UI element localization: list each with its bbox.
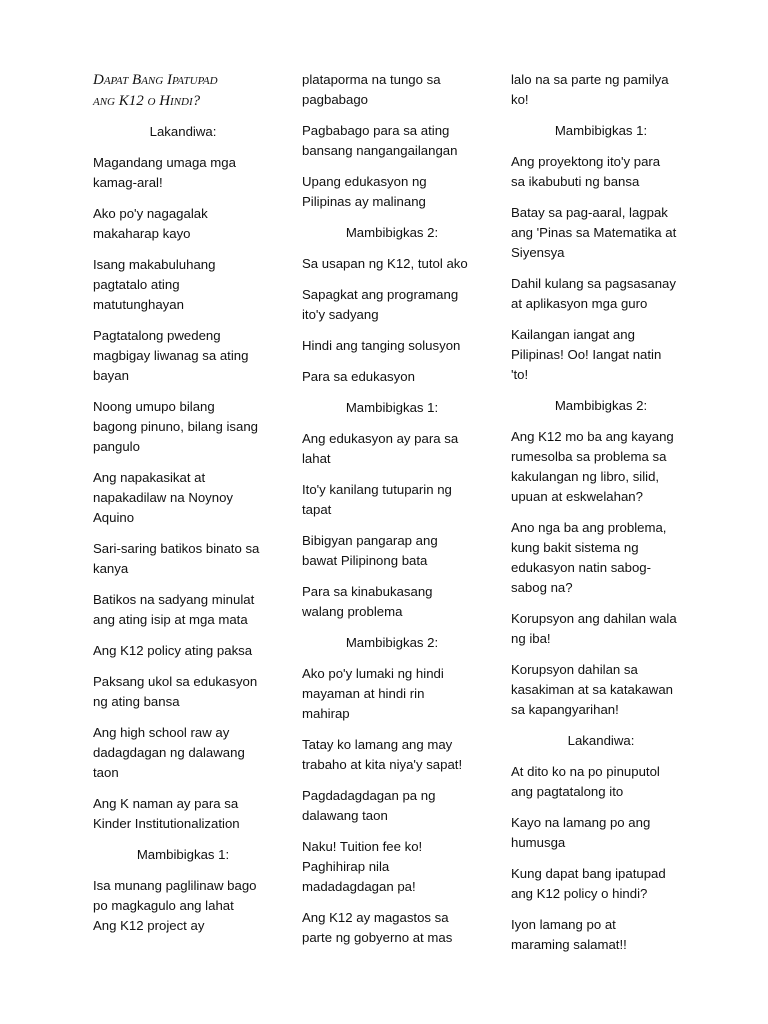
verse-paragraph — [302, 336, 482, 356]
verse-line: Batikos na sadyang minulat — [93, 592, 255, 607]
verse-paragraph — [302, 531, 482, 571]
verse-paragraph — [302, 367, 482, 387]
verse-line: Siyensya — [511, 245, 565, 260]
verse-line: trabaho at kita niya'y sapat! — [302, 757, 463, 772]
verse-line: Magandang umaga mga — [93, 155, 236, 170]
verse-paragraph — [511, 325, 691, 385]
verse-line: Ang proyektong ito'y para — [511, 154, 661, 169]
verse-line: taon — [93, 765, 119, 780]
verse-line: Ako po'y nagagalak — [93, 206, 208, 221]
verse-line: mahirap — [302, 706, 350, 721]
verse-line: Ang napakasikat at — [93, 470, 206, 485]
verse-line: pagtatalo ating — [93, 277, 180, 292]
verse-line: Pagdadagdagan pa ng — [302, 788, 436, 803]
verse-line: pagbabago — [302, 92, 369, 107]
verse-paragraph — [93, 723, 273, 783]
verse-line: sabog na? — [511, 580, 573, 595]
verse-line: magbigay liwanag sa ating — [93, 348, 249, 363]
verse-line: Iyon lamang po at — [511, 917, 616, 932]
verse-line: makaharap kayo — [93, 226, 191, 241]
document-title — [93, 70, 273, 112]
verse-line: Ito'y kanilang tutuparin ng — [302, 482, 452, 497]
title-line: ang K12 o Hindi? — [93, 93, 201, 109]
verse-paragraph — [302, 285, 482, 325]
verse-paragraph — [93, 672, 273, 712]
verse-line: Naku! Tuition fee ko! — [302, 839, 423, 854]
verse-line: ang K12 policy o hindi? — [511, 886, 648, 901]
verse-line: ang pagtatalong ito — [511, 784, 624, 799]
verse-paragraph — [93, 153, 273, 193]
verse-paragraph — [93, 876, 273, 936]
verse-line: madadagdagan pa! — [302, 879, 416, 894]
verse-paragraph — [511, 813, 691, 853]
verse-line: Aquino — [93, 510, 135, 525]
verse-paragraph — [511, 864, 691, 904]
verse-paragraph — [93, 641, 273, 661]
speaker-heading: Mambibigkas 1: — [136, 847, 230, 862]
verse-paragraph — [511, 762, 691, 802]
verse-line: walang problema — [302, 604, 403, 619]
verse-line: Paghihirap nila — [302, 859, 390, 874]
verse-line: upuan at eskwelahan? — [511, 489, 643, 504]
verse-line: at aplikasyon mga guro — [511, 296, 648, 311]
verse-line: Upang edukasyon ng — [302, 174, 427, 189]
verse-paragraph — [302, 429, 482, 469]
verse-line: ang ating isip at mga mata — [93, 612, 248, 627]
verse-line: sa kapangyarihan! — [511, 702, 619, 717]
verse-line: Pilipinas! Oo! Iangat natin — [511, 347, 662, 362]
verse-line: tapat — [302, 502, 332, 517]
verse-line: bawat Pilipinong bata — [302, 553, 428, 568]
verse-line: Korupsyon dahilan sa — [511, 662, 638, 677]
verse-paragraph — [511, 203, 691, 263]
verse-line: Pilipinas ay malinang — [302, 194, 426, 209]
speaker-heading: Mambibigkas 2: — [554, 398, 648, 413]
verse-line: Kinder Institutionalization — [93, 816, 240, 831]
verse-line: mayaman at hindi rin — [302, 686, 425, 701]
verse-paragraph — [302, 908, 482, 948]
verse-paragraph — [302, 786, 482, 826]
verse-paragraph — [511, 660, 691, 720]
verse-paragraph — [511, 427, 691, 507]
verse-paragraph — [511, 915, 691, 955]
verse-line: ng iba! — [511, 631, 551, 646]
verse-line: kasakiman at sa katakawan — [511, 682, 673, 697]
verse-paragraph — [93, 255, 273, 315]
verse-line: rumesolba sa problema sa — [511, 449, 667, 464]
verse-line: Kailangan iangat ang — [511, 327, 635, 342]
verse-paragraph — [93, 397, 273, 457]
verse-line: kakulangan ng libro, silid, — [511, 469, 660, 484]
verse-line: Sa usapan ng K12, tutol ako — [302, 256, 468, 271]
verse-line: Sari-saring batikos binato sa — [93, 541, 260, 556]
verse-paragraph — [302, 70, 482, 110]
column-3 — [511, 70, 691, 966]
verse-line: Para sa edukasyon — [302, 369, 415, 384]
verse-line: dalawang taon — [302, 808, 388, 823]
column-2 — [302, 70, 482, 959]
verse-line: Ang high school raw ay — [93, 725, 230, 740]
verse-paragraph — [93, 794, 273, 834]
verse-line: dadagdagan ng dalawang — [93, 745, 245, 760]
verse-paragraph — [302, 735, 482, 775]
verse-line: Isa munang paglilinaw bago — [93, 878, 257, 893]
verse-line: Ang K12 ay magastos sa — [302, 910, 449, 925]
verse-paragraph — [302, 480, 482, 520]
verse-line: Isang makabuluhang — [93, 257, 216, 272]
verse-line: Ang K12 policy ating paksa — [93, 643, 253, 658]
verse-line: Bibigyan pangarap ang — [302, 533, 438, 548]
verse-line: Batay sa pag-aaral, lagpak — [511, 205, 668, 220]
verse-paragraph — [302, 121, 482, 161]
speaker-heading: Lakandiwa: — [567, 733, 635, 748]
verse-line: Dahil kulang sa pagsasanay — [511, 276, 676, 291]
verse-paragraph — [302, 172, 482, 212]
verse-paragraph — [93, 539, 273, 579]
verse-line: kamag-aral! — [93, 175, 163, 190]
verse-line: Kayo na lamang po ang — [511, 815, 651, 830]
verse-paragraph — [302, 582, 482, 622]
verse-line: napakadilaw na Noynoy — [93, 490, 234, 505]
verse-paragraph — [93, 468, 273, 528]
verse-line: Ang K12 project ay — [93, 918, 205, 933]
verse-line: Kung dapat bang ipatupad — [511, 866, 666, 881]
verse-line: Sapagkat ang programang — [302, 287, 459, 302]
speaker-heading: Mambibigkas 1: — [345, 400, 439, 415]
verse-paragraph — [302, 837, 482, 897]
title-line: Dapat Bang Ipatupad — [93, 72, 218, 88]
column-1 — [93, 70, 273, 947]
verse-line: Ano nga ba ang problema, — [511, 520, 667, 535]
verse-line: Para sa kinabukasang — [302, 584, 433, 599]
verse-line: Korupsyon ang dahilan wala — [511, 611, 677, 626]
verse-line: maraming salamat!! — [511, 937, 627, 952]
verse-line: kung bakit sistema ng — [511, 540, 639, 555]
verse-line: 'to! — [511, 367, 529, 382]
verse-line: humusga — [511, 835, 566, 850]
verse-paragraph — [302, 664, 482, 724]
verse-line: ko! — [511, 92, 529, 107]
verse-line: plataporma na tungo sa — [302, 72, 441, 87]
verse-line: po magkagulo ang lahat — [93, 898, 234, 913]
speaker-heading: Mambibigkas 1: — [554, 123, 648, 138]
verse-line: bayan — [93, 368, 129, 383]
verse-paragraph — [511, 152, 691, 192]
verse-line: lahat — [302, 451, 331, 466]
verse-line: Tatay ko lamang ang may — [302, 737, 453, 752]
verse-line: At dito ko na po pinuputol — [511, 764, 660, 779]
verse-line: Ang K12 mo ba ang kayang — [511, 429, 674, 444]
verse-paragraph — [302, 254, 482, 274]
verse-line: Paksang ukol sa edukasyon — [93, 674, 258, 689]
verse-line: pangulo — [93, 439, 140, 454]
verse-line: Pagbabago para sa ating — [302, 123, 450, 138]
verse-line: edukasyon natin sabog- — [511, 560, 652, 575]
verse-line: ng ating bansa — [93, 694, 180, 709]
verse-line: matutunghayan — [93, 297, 184, 312]
verse-line: ang 'Pinas sa Matematika at — [511, 225, 677, 240]
verse-line: kanya — [93, 561, 129, 576]
verse-line: Pagtatalong pwedeng — [93, 328, 221, 343]
verse-line: parte ng gobyerno at mas — [302, 930, 453, 945]
verse-paragraph — [511, 609, 691, 649]
verse-line: Hindi ang tanging solusyon — [302, 338, 461, 353]
verse-line: ito'y sadyang — [302, 307, 379, 322]
verse-paragraph — [511, 70, 691, 110]
verse-paragraph — [511, 274, 691, 314]
verse-paragraph — [93, 326, 273, 386]
verse-line: Ako po'y lumaki ng hindi — [302, 666, 444, 681]
verse-line: bansang nangangailangan — [302, 143, 458, 158]
verse-line: Ang K naman ay para sa — [93, 796, 239, 811]
verse-line: Noong umupo bilang — [93, 399, 215, 414]
verse-paragraph — [93, 590, 273, 630]
verse-paragraph — [511, 518, 691, 598]
speaker-heading: Lakandiwa: — [149, 124, 217, 139]
verse-line: bagong pinuno, bilang isang — [93, 419, 258, 434]
speaker-heading: Mambibigkas 2: — [345, 635, 439, 650]
verse-line: Ang edukasyon ay para sa — [302, 431, 459, 446]
verse-line: sa ikabubuti ng bansa — [511, 174, 640, 189]
speaker-heading: Mambibigkas 2: — [345, 225, 439, 240]
verse-line: lalo na sa parte ng pamilya — [511, 72, 669, 87]
verse-paragraph — [93, 204, 273, 244]
